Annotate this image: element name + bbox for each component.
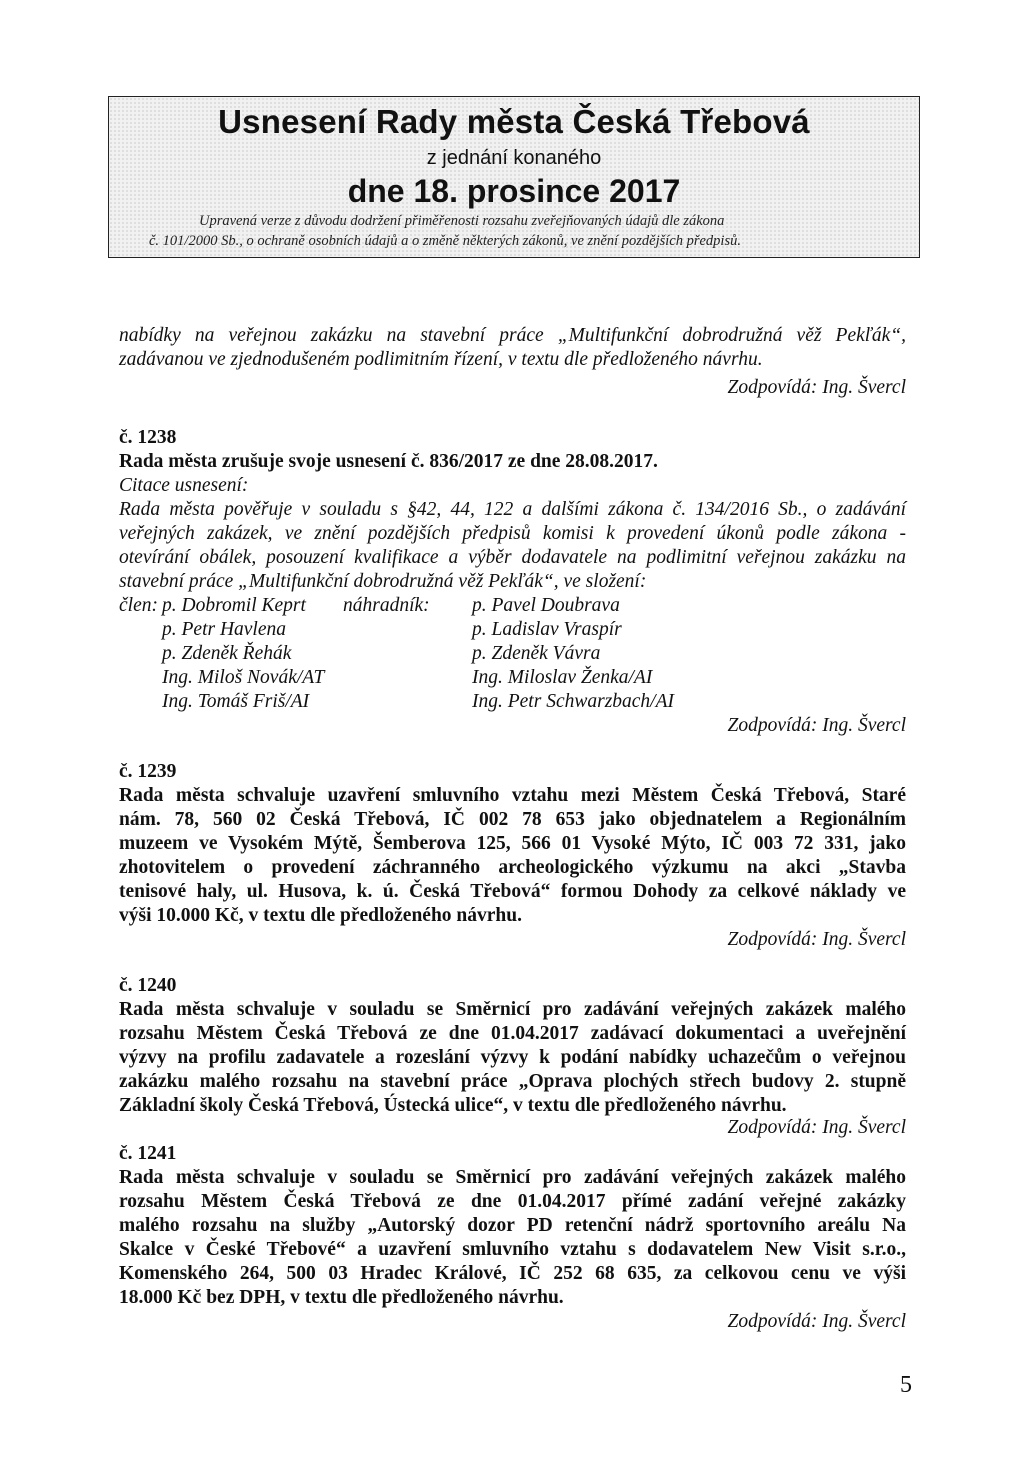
document-subtitle: z jednání konaného xyxy=(426,147,602,169)
responsible-line: Zodpovídá: Ing. Švercl xyxy=(727,1117,906,1138)
meeting-date: dne 18. prosince 2017 xyxy=(347,173,681,209)
substitute-name: Ing. Miloslav Ženka/AI xyxy=(472,667,653,688)
header-box xyxy=(108,96,920,258)
responsible-line: Zodpovídá: Ing. Švercl xyxy=(727,715,906,736)
resolution-text-line: malého rozsahu na služby „Autorský dozor PD retenční nádrž sportovního areálu Na xyxy=(119,1215,906,1236)
resolution-number: č. 1238 xyxy=(119,427,177,448)
member-name: Ing. Tomáš Friš/AI xyxy=(162,691,310,712)
resolution-text-line: Rada města zrušuje svoje usnesení č. 836/2017 ze dne 28.08.2017. xyxy=(119,451,658,472)
resolution-text-line: nám. 78, 560 02 Česká Třebová, IČ 002 78 653 jako objednatelem a Regionálním xyxy=(119,809,906,830)
resolution-text-line: výši 10.000 Kč, v textu dle předloženého návrhu. xyxy=(119,905,522,926)
resolution-text-line: Rada města schvaluje uzavření smluvního vztahu mezi Městem Česká Třebová, Staré xyxy=(119,785,906,806)
resolution-text-line: rozsahu Městem Česká Třebová ze dne 01.04.2017 přímé zadání veřejné zakázky xyxy=(119,1191,906,1212)
substitute-name: p. Zdeněk Vávra xyxy=(472,643,601,664)
member-name: Ing. Miloš Novák/AT xyxy=(162,667,325,688)
resolution-text-line: zakázku malého rozsahu na stavební práce „Oprava plochých střech budovy 2. stupně xyxy=(119,1071,906,1092)
citation-line: veřejných zakázek, ve znění pozdějších předpisů komisi k provedení úkonů podle zákona - xyxy=(119,523,906,544)
resolution-text-line: zhotovitelem o provedení záchranného archeologického výzkumu na akci „Stavba xyxy=(119,857,906,878)
resolution-text-line: 18.000 Kč bez DPH, v textu dle předloženého návrhu. xyxy=(119,1287,564,1308)
resolution-number: č. 1240 xyxy=(119,975,177,996)
citation-label: Citace usnesení: xyxy=(119,475,249,496)
resolution-text-line: Rada města schvaluje v souladu se Směrnicí pro zadávání veřejných zakázek malého xyxy=(119,999,906,1020)
member-name: p. Petr Havlena xyxy=(162,619,287,640)
resolution-text-line: Základní školy Česká Třebová, Ústecká ulice“, v textu dle předloženého návrhu. xyxy=(119,1095,787,1116)
member-label: člen: xyxy=(119,595,158,616)
substitute-name: Ing. Petr Schwarzbach/AI xyxy=(472,691,675,712)
document-title: Usnesení Rady města Česká Třebová xyxy=(218,103,810,140)
substitute-name: p. Pavel Doubrava xyxy=(472,595,620,616)
redaction-note-line-2: č. 101/2000 Sb., o ochraně osobních údajů a o změně některých zákonů, ve znění pozdějších předpisů. xyxy=(149,233,741,249)
responsible-line: Zodpovídá: Ing. Švercl xyxy=(727,377,906,398)
substitute-label: náhradník: xyxy=(343,595,430,616)
resolution-text-line: muzeem ve Vysokém Mýtě, Šemberova 125, 566 01 Vysoké Mýto, IČ 003 72 331, jako xyxy=(119,833,906,854)
resolution-text-line: rozsahu Městem Česká Třebová ze dne 01.04.2017 zadávací dokumentaci a uveřejnění xyxy=(119,1023,906,1044)
redaction-note-line-1: Upravená verze z důvodu dodržení přiměřenosti rozsahu zveřejňovaných údajů dle zákona xyxy=(199,213,725,229)
resolution-text-line: výzvy na profilu zadavatele a rozeslání výzvy k podání nabídky uchazečům o veřejnou xyxy=(119,1047,906,1068)
resolution-text-line: Komenského 264, 500 03 Hradec Králové, IČ 252 68 635, za celkovou cenu ve výši xyxy=(119,1263,906,1284)
intro-line: nabídky na veřejnou zakázku na stavební práce „Multifunkční dobrodružná věž Pekľák“, xyxy=(119,325,906,346)
responsible-line: Zodpovídá: Ing. Švercl xyxy=(727,929,906,950)
substitute-name: p. Ladislav Vraspír xyxy=(472,619,622,640)
citation-line: otevírání obálek, posouzení kvalifikace a výběr dodavatele na podlimitní veřejnou zakázku na xyxy=(119,547,906,568)
responsible-line: Zodpovídá: Ing. Švercl xyxy=(727,1311,906,1332)
member-name: p. Zdeněk Řehák xyxy=(162,643,292,664)
resolution-number: č. 1239 xyxy=(119,761,177,782)
member-name: p. Dobromil Keprt xyxy=(162,595,306,616)
resolution-text-line: Skalce v České Třebové“ a uzavření smluvního vztahu s dodavatelem New Visit s.r.o., xyxy=(119,1239,906,1260)
resolution-number: č. 1241 xyxy=(119,1143,177,1164)
resolution-text-line: tenisové haly, ul. Husova, k. ú. Česká Třebová“ formou Dohody za celkové náklady ve xyxy=(119,881,906,902)
resolution-text-line: Rada města schvaluje v souladu se Směrnicí pro zadávání veřejných zakázek malého xyxy=(119,1167,906,1188)
page-number: 5 xyxy=(900,1372,912,1398)
intro-line: zadávanou ve zjednodušeném podlimitním řízení, v textu dle předloženého návrhu. xyxy=(119,349,763,370)
citation-line: Rada města pověřuje v souladu s §42, 44, 122 a dalšími zákona č. 134/2016 Sb., o zadávání xyxy=(119,499,906,520)
citation-line: stavební práce „Multifunkční dobrodružná věž Pekľák“, ve složení: xyxy=(119,571,647,592)
